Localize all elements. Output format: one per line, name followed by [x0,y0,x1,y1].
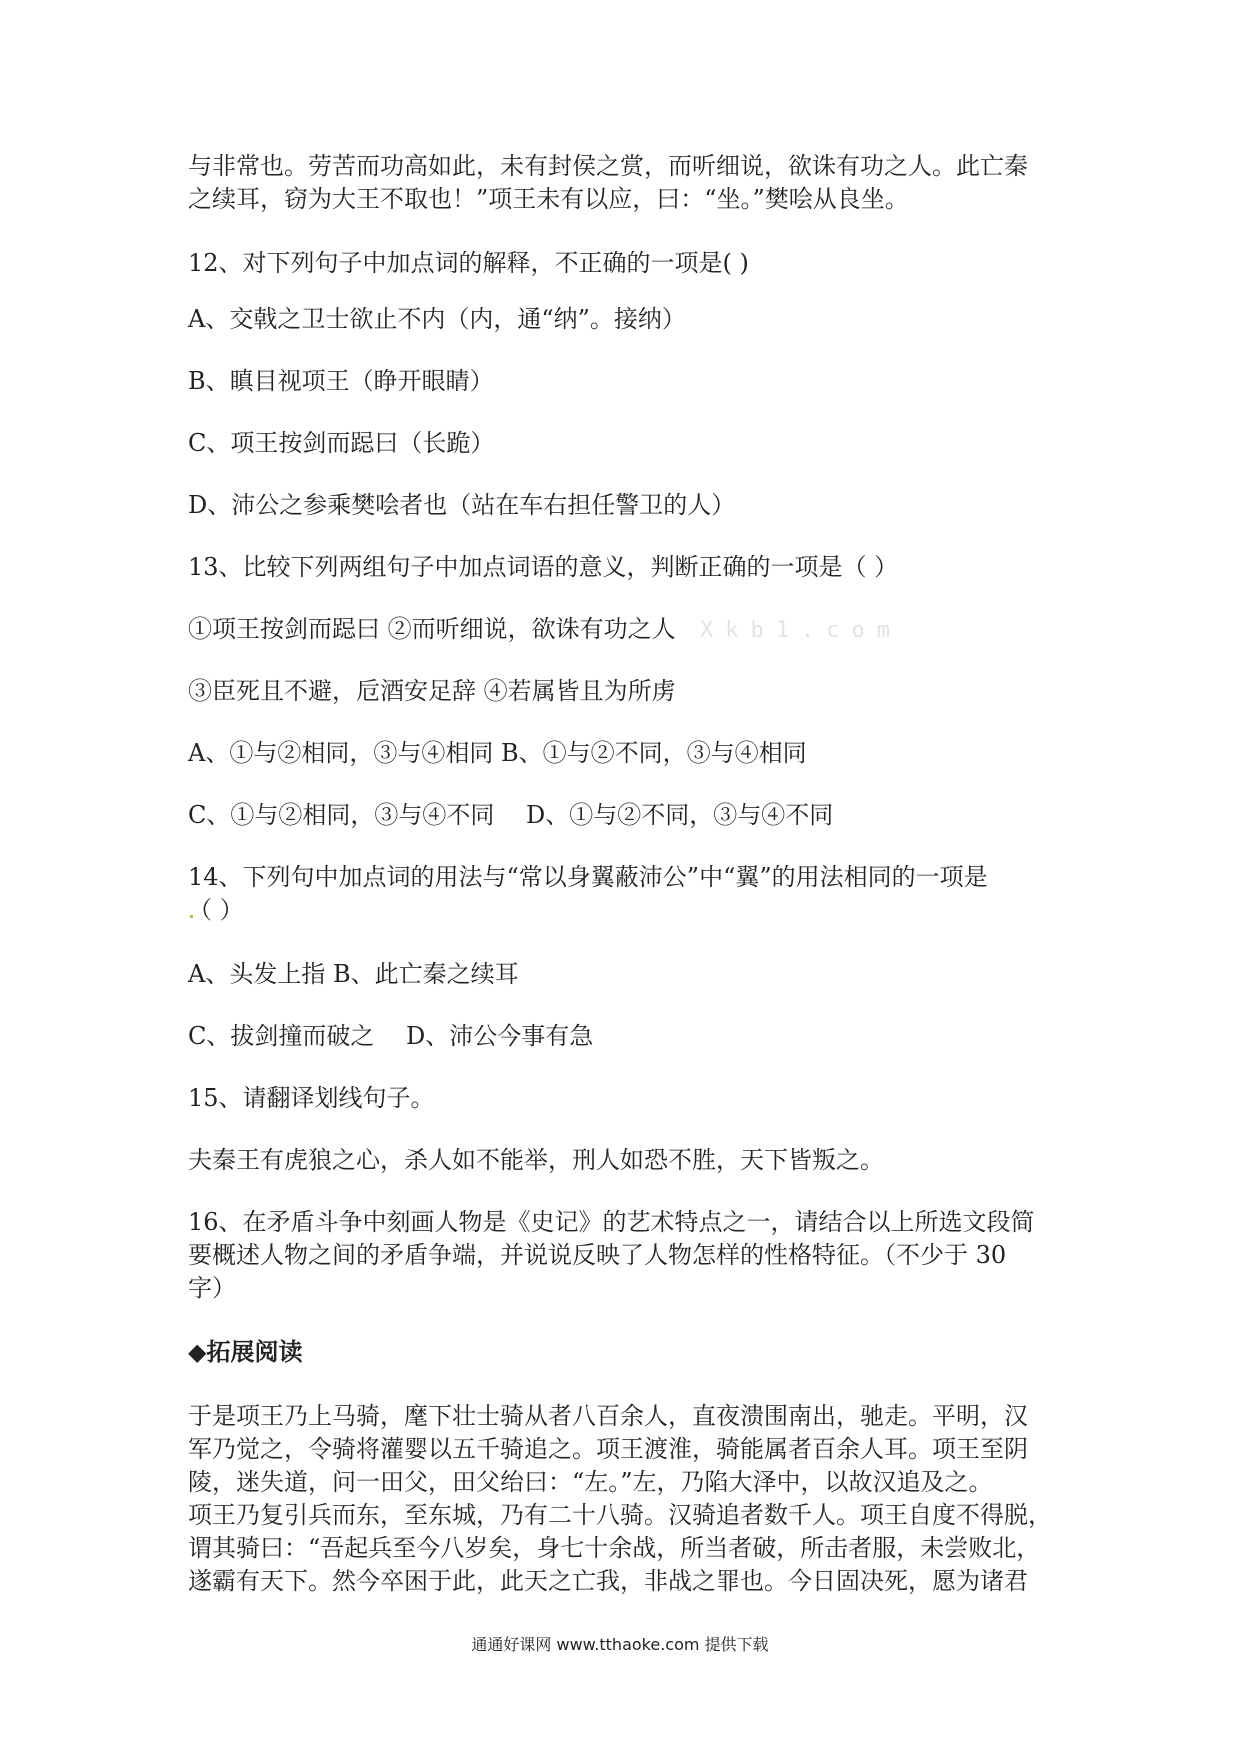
q14-options-ab: A、头发上指 B、此亡秦之续耳 [188,960,519,988]
passage-line: 与非常也。劳苦而功高如此，未有封侯之赏，而听细说，欲诛有功之人。此亡秦 [188,152,1028,180]
extended-reading-line: 军乃觉之，令骑将灌婴以五千骑追之。项王渡淮，骑能属者百余人耳。项王至阴 [188,1435,1028,1463]
watermark: Xkb1.com [700,618,902,643]
section-heading: ◆拓展阅读 [188,1338,303,1366]
page-footer: 通通好课网 www.tthaoke.com 提供下载 [471,1635,769,1654]
q12-option-c: C、项王按剑而跽曰（长跪） [188,429,495,457]
q12-option-a: A、交戟之卫士欲止不内（内，通“纳”。接纳） [188,305,686,333]
q15-sentence: 夫秦王有虎狼之心，杀人如不能举，刑人如恐不胜，天下皆叛之。 [188,1146,884,1174]
passage-line: 之续耳，窃为大王不取也！”项王未有以应，曰：“坐。”樊哙从良坐。 [188,185,909,213]
q12-option-d: D、沛公之参乘樊哙者也（站在车右担任警卫的人） [188,491,736,519]
q13-options-cd: C、①与②相同，③与④不同 D、①与②不同，③与④不同 [188,801,834,829]
extended-reading-line: 谓其骑曰：“吾起兵至今八岁矣，身七十余战，所当者破，所击者服，未尝败北， [188,1534,1041,1562]
q14-options-cd: C、拔剑撞而破之 D、沛公今事有急 [188,1022,594,1050]
extended-reading-line: 项王乃复引兵而东，至东城，乃有二十八骑。汉骑追者数千人。项王自度不得脱， [188,1501,1052,1529]
q13-stem: 13、比较下列两组句子中加点词语的意义，判断正确的一项是（ ） [188,553,899,581]
q16-line: 字） [188,1274,236,1302]
q16-line: 要概述人物之间的矛盾争端，并说说反映了人物怎样的性格特征。（不少于 30 [188,1241,1007,1269]
q13-sentences-2: ③臣死且不避，卮酒安足辞 ④若属皆且为所虏 [188,677,676,705]
q16-line: 16、在矛盾斗争中刻画人物是《史记》的艺术特点之一，请结合以上所选文段简 [188,1208,1035,1236]
extended-reading-line: 于是项王乃上马骑，麾下壮士骑从者八百余人，直夜溃围南出，驰走。平明，汉 [188,1402,1028,1430]
q14-stem-paren: （ ） [188,896,244,924]
q13-sentences-1: ①项王按剑而跽曰 ②而听细说，欲诛有功之人 [188,615,676,643]
q14-stem: 14、下列句中加点词的用法与“常以身翼蔽沛公”中“翼”的用法相同的一项是 [188,863,988,891]
extended-reading-line: 遂霸有天下。然今卒困于此，此天之亡我，非战之罪也。今日固决死，愿为诸君 [188,1567,1028,1595]
q12-stem: 12、对下列句子中加点词的解释，不正确的一项是( ) [188,249,749,277]
extended-reading-line: 陵，迷失道，问一田父，田父绐曰：“左。”左，乃陷大泽中，以故汉追及之。 [188,1468,993,1496]
q13-options-ab: A、①与②相同，③与④相同 B、①与②不同，③与④相同 [188,739,807,767]
q15-stem: 15、请翻译划线句子。 [188,1084,435,1112]
q12-option-b: B、瞋目视项王（睁开眼睛） [188,367,494,395]
